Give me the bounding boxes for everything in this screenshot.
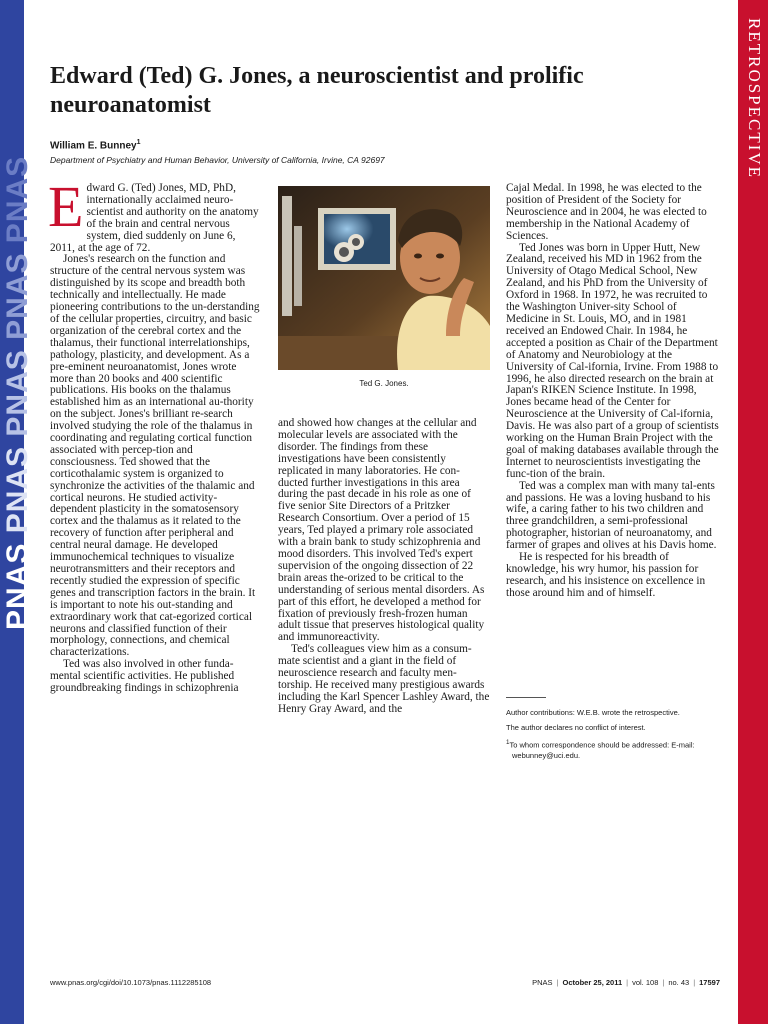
paragraph: Jones's research on the function and structure of the central nervous system was distinguished by its scope and breadth both technically and intellectually. He made pioneering contributions to the un-derstanding of the cellular properties, circuitry, and basic organization of the cerebral cortex and the thalamus, their functional interrelationships, pathology, plasticity, and development. As a pre-eminent neuroanatomist, Jones wrote more than 20 books and 400 scientific publications. His books on the thalamus established him as an international au-thority on the subject. Jones's brilliant re-search involved studying the role of the thalamus in coordinating and regulating cortical function associated with percep-tion and consciousness. Ted showed that the corticothalamic system is organized to synchronize the activities of the thalamic and cortical neurons. He studied activity-dependent plasticity in the somatosensory cortex and the thalamus as it related to the recovery of function after peripheral and central neural damage. He developed immunochemical techniques to visualize neurotransmitters and their receptors and recently studied the expression of specific genes and transcription factors in the brain. It is important to note his out-standing and extraordinary work that cat-egorized cortical neurons and classified function of their morphology, connections, and chemical characterizations. — [50, 253, 260, 659]
author-name: William E. Bunney — [50, 140, 137, 152]
pnas-word: PNAS — [1, 542, 34, 630]
footnote-correspondence-text: To whom correspondence should be addressed: E-mail: — [509, 740, 695, 750]
section-label: RETROSPECTIVE — [745, 18, 764, 180]
paragraph: He is respected for his breadth of knowledge, his wry humor, his passion for research, and his insistence on excellence in those around him and of himself. — [506, 551, 706, 599]
column-1 — [48, 174, 262, 695]
footer-journal: PNAS — [532, 978, 553, 987]
photo-caption: Ted G. Jones. — [359, 379, 409, 388]
footer-volume: vol. 108 — [632, 978, 659, 987]
paragraph: Cajal Medal. In 1998, he was elected to the position of President of the Society for Neuroscience and in 2004, he was elected to membership in the National Academy of Sciences. — [506, 182, 707, 242]
footer-page-number: 17597 — [699, 978, 720, 987]
footnotes — [506, 708, 720, 766]
pnas-word: PNAS — [1, 445, 34, 534]
footnote-mark: 1 — [506, 739, 510, 746]
portrait-illustration — [278, 186, 490, 370]
pnas-side-logo — [1, 156, 35, 630]
paragraph: Ted Jones was born in Upper Hutt, New Zealand, received his MD in 1962 from the University of Otago Medical School, New Zealand, and his PhD from the University of Oxford in 1968. In 1972, he was recruited to the Washington Univer-sity School of Medicine in St. Louis, MO, and in 1981 received an Endowed Chair. In 1984, he accepted a position as Chair of the Department of Anatomy and Neurobiology at the University of Cal-ifornia, Irvine. From 1988 to 1996, he also directed research on the brain at Japan's RIKEN Science Institute. In 1998, Jones became head of the Center for Neuroscience at the University of Cal-ifornia, Davis. He was also part of a group of scientists working on the Human Brain Project with the goal of making databases available through the Internet to neuroscientists investigating the func-tion of the brain. — [506, 241, 719, 480]
footer-issue: no. 43 — [668, 978, 690, 987]
footnote-correspondence — [506, 738, 720, 761]
author-affiliation: Department of Psychiatry and Human Behavior, University of California, Irvine, CA 92697 — [50, 155, 385, 165]
section-strip — [738, 0, 768, 1024]
paragraph: Ted's colleagues view him as a consum-mate scientist and a giant in the field of neuroscience research and faculty men-torship. He received many prestigious awards including the Karl Spencer Lashley Award, the Henry Gray Award, and the — [278, 643, 490, 715]
paragraph: and showed how changes at the cellular and molecular levels are associated with the disorder. The findings from these investigations have been consistently replicated in many laboratories. He con-ducted further investigations in this area during the past decade in his role as one of five senior Site Directors of a Pritzker Research Consortium. Over a period of 15 years, Ted played a primary role associated with a brain bank to study schizophrenia and mood disorders. This involved Ted's expert supervision of the ongoing dissection of 22 brain areas the-orized to be critical to the understanding of serious mental disorders. As part of this effort, he developed a method for fixation of previously fresh-frozen human adult tissue that preserves histological quality and immunoreactivity. — [278, 417, 485, 644]
correspondence-email[interactable]: webunney@uci.edu. — [512, 750, 581, 760]
footnote-divider — [506, 697, 546, 698]
pnas-word: PNAS — [1, 252, 34, 340]
paragraph: Ted was also involved in other funda-mental scientific activities. He published groundbreaking findings in schizophrenia — [50, 658, 239, 695]
pnas-side-strip — [0, 0, 34, 1024]
footnote-conflict: The author declares no conflict of interest. — [506, 723, 646, 732]
paragraph — [48, 174, 262, 254]
column-3 — [506, 183, 720, 600]
footer-date: October 25, 2011 — [562, 978, 623, 987]
article-title: Edward (Ted) G. Jones, a neuroscientist and prolific neuroanatomist — [50, 63, 584, 118]
portrait-photo — [278, 186, 490, 370]
author-line — [50, 139, 141, 151]
doi-link[interactable]: www.pnas.org/cgi/doi/10.1073/pnas.1112285108 — [50, 978, 212, 987]
pnas-word: PNAS — [1, 349, 34, 437]
drop-cap: E — [48, 174, 84, 239]
paragraph: Ted was a complex man with many tal-ents and passions. He was a loving husband to his wife, a caring father to his two children and three grandchildren, a semi-professional photographer, historian of neuroanatomy, and farmer of grapes and olives at his Davis home. — [506, 479, 717, 552]
pnas-word: PNAS — [1, 155, 34, 244]
author-footnote-mark: 1 — [136, 139, 141, 146]
paragraph-text: dward G. (Ted) Jones, MD, PhD, internationally acclaimed neuro-scientist and authority on the anatomy of the brain and central nervous system, died suddenly on June 6, 2011, at the age of 72. — [50, 182, 259, 254]
column-2 — [278, 418, 490, 716]
page-footer: PNAS | October 25, 2011 | vol. 108 | no. 43 | 17597 — [532, 978, 720, 987]
footnote-contributions: Author contributions: W.E.B. wrote the retrospective. — [506, 708, 680, 717]
